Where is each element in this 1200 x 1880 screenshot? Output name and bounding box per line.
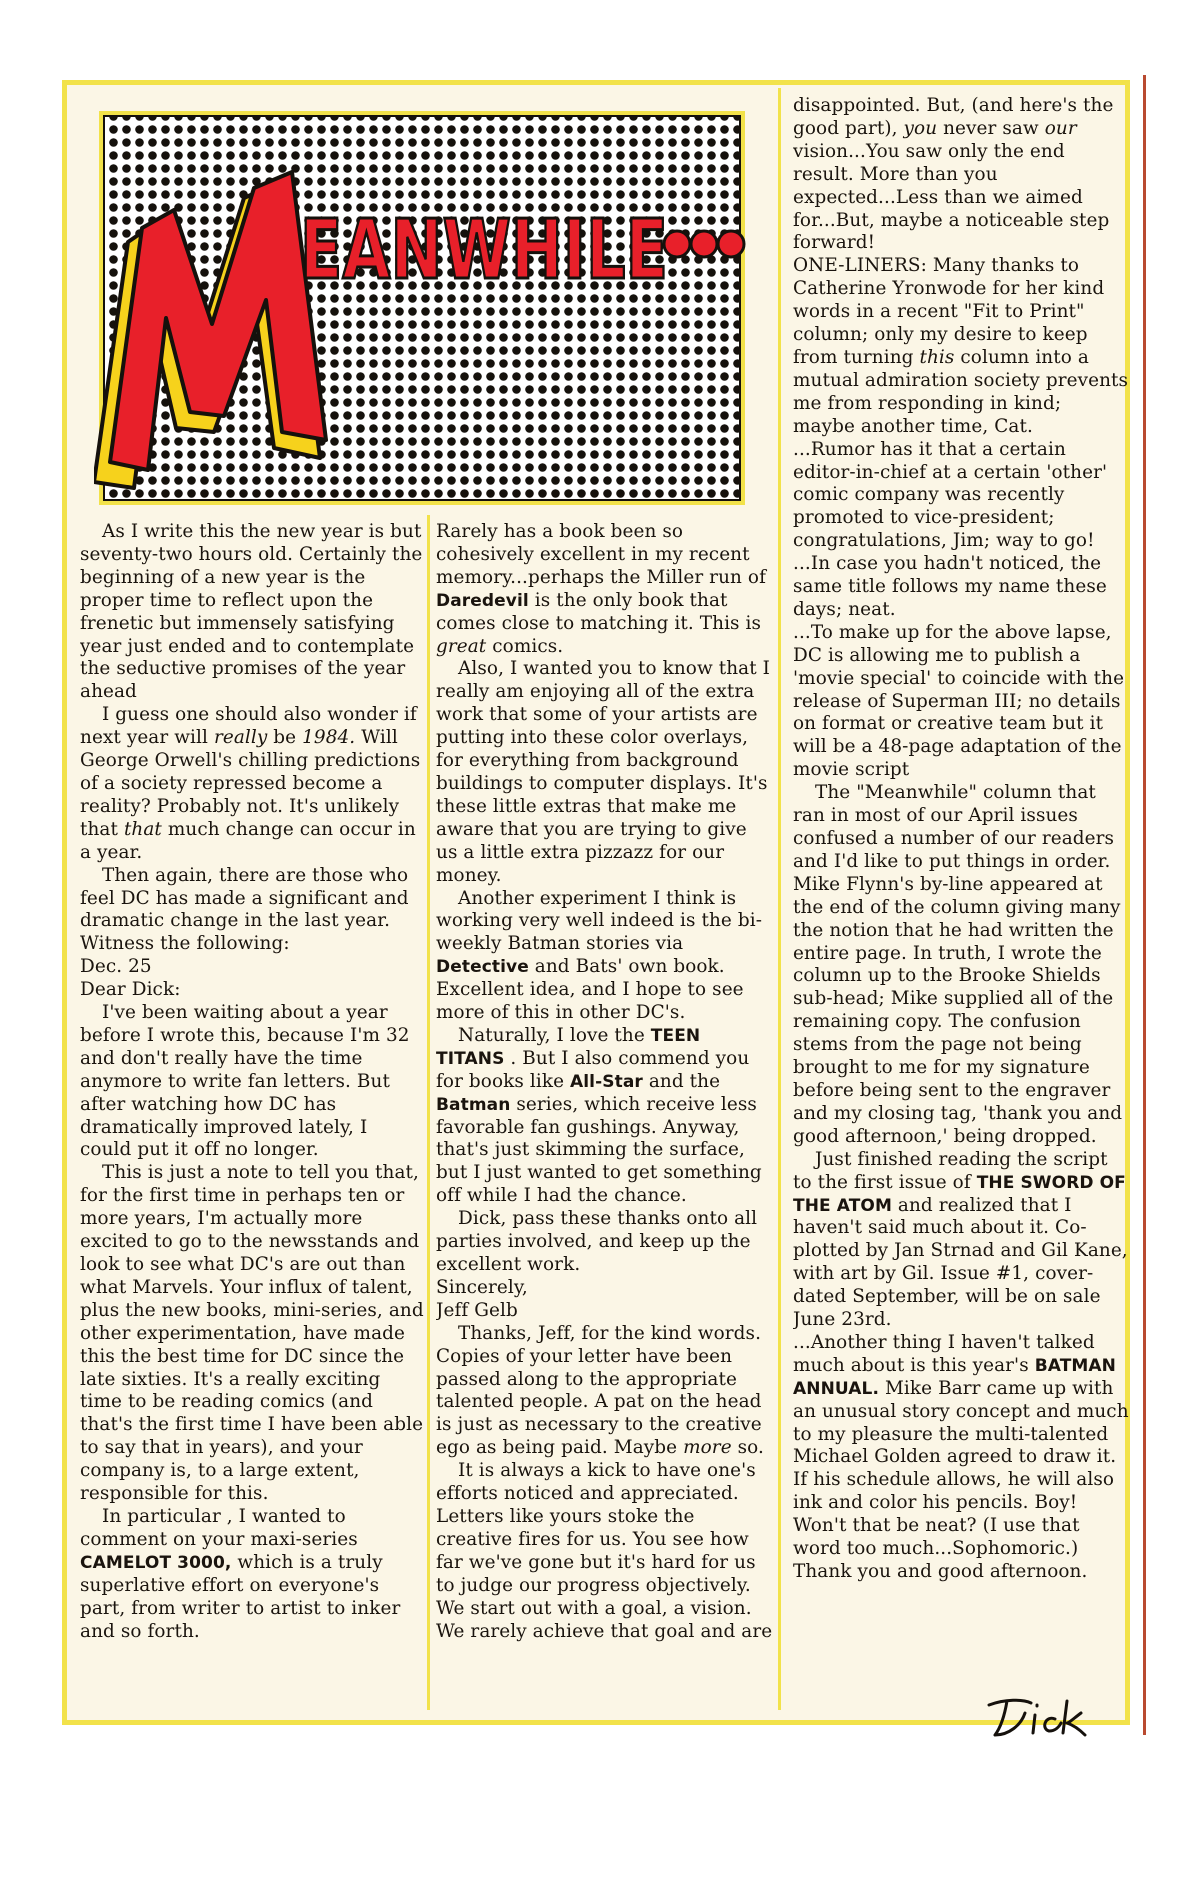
meanwhile-logo [94, 110, 752, 508]
paragraph: disappointed. But, (and here's the good part), you never saw our vision...You saw only the end result. More than you expected...Less than we aimed for...But, maybe a noticeable step forward! [793, 95, 1114, 254]
paragraph: Also, I wanted you to know that I really am enjoying all of the extra work that some of your artists are putting into these color overlays, for everything from background buildings to computer displays. It's these little extras that make me aware that you are trying to give us a little extra pizzazz for our money. [436, 658, 771, 886]
logo-dot [718, 231, 744, 257]
column-1 [80, 521, 424, 1711]
letter-signer: Jeff Gelb [436, 1299, 518, 1321]
paragraph: Naturally, I love the TEEN TITANS . But I also commend you for books like All-Star and the Batman series, which receive less favorable fan gushings. Anyway, that's just skimming the surface, but I just wanted to get something off while I had the chance. [436, 1024, 762, 1207]
paragraph: Dick, pass these thanks onto all parties involved, and keep up the excellent work. [436, 1208, 758, 1275]
paragraph: I guess one should also wonder if next year will really be 1984. Will George Orwell's chilling predictions of a society repressed become a reality? Probably not. It's unlikely that that much change can occur in a year. [80, 704, 421, 863]
column-2 [436, 521, 774, 1711]
paragraph: This is just a note to tell you that, for the first time in perhaps ten or more years, I'm actually more excited to go to the newsstands and look to see what DC's are out than what Marvels. Your influx of talent, plus the new books, mini-series, and other experimentation, have made this the best time for DC since the late sixties. It's a really exciting time to be reading comics (and that's the first time I have been able to say that in years), and your company is, to a large extent, responsible for this. [80, 1162, 424, 1505]
column-3 [793, 95, 1129, 1715]
paragraph: The "Meanwhile" column that ran in most of our April issues confused a number of our readers and I'd like to put things in order. Mike Flynn's by-line appeared at the end of the column giving many the notion that he had written the entire page. In truth, I wrote the column up to the Brooke Shields sub-head; Mike supplied all of the remaining copy. The confusion stems from the page not being brought to me for my signature before being sent to the engraver and my closing tag, 'thank you and good afternoon,' being dropped. [793, 782, 1123, 1147]
dick-signature [985, 1693, 1095, 1739]
logo-dot [691, 231, 717, 257]
letter-salutation: Dear Dick: [80, 979, 181, 1001]
paragraph: Another experiment I think is working very well indeed is the bi-weekly Batman stories via Detective and Bats' own book. Excellent idea, and I hope to see more of this in other DC's. [436, 887, 763, 1024]
paragraph: Just finished reading the script to the first issue of THE SWORD OF THE ATOM and realized that I haven't said much about it. Co-plotted by Jan Strnad and Gil Kane, with art by Gil. Issue #1, cover-dated September, will be on sale June 23rd. [793, 1148, 1128, 1331]
page-edge-rule [1143, 75, 1146, 1735]
column-divider [427, 515, 430, 1710]
paragraph: It is always a kick to have one's efforts noticed and appreciated. Letters like yours stoke the creative fires for us. You see how far we've gone but it's hard for us to judge our progress objectively. We start out with a goal, a vision. We rarely achieve that goal and are [436, 1460, 773, 1642]
paragraph: In particular , I wanted to comment on your maxi-series CAMELOT 3000, which is a truly superlative effort on everyone's part, from writer to artist to inker and so forth. [80, 1505, 401, 1642]
paragraph: Then again, there are those who feel DC has made a significant and dramatic change in the last year. Witness the following: [80, 864, 409, 955]
letter-closing: Sincerely, [436, 1276, 528, 1298]
logo-lettering: EANWHILE [300, 203, 668, 298]
paragraph: ...To make up for the above lapse, DC is allowing me to publish a 'movie special' to coincide with the release of Superman III; no details on format or creative team but it will be a 48-page adaptation of the movie script [793, 621, 1125, 781]
paragraph: ...In case you hadn't noticed, the same title follows my name these days; neat. [793, 553, 1107, 620]
letter-date: Dec. 25 [80, 956, 152, 978]
paragraph: ...Rumor has it that a certain editor-in-chief at a certain 'other' comic company was recently promoted to vice-president; congratulations, Jim; way to go! [793, 438, 1108, 552]
paragraph: As I write this the new year is but seventy-two hours old. Certainly the beginning of a new year is the proper time to reflect upon the frenetic but immensely satisfying year just ended and to contemplate the seductive promises of the year ahead [80, 521, 423, 703]
paragraph: ...Another thing I haven't talked much about is this year's BATMAN ANNUAL. Mike Barr came up with an unusual story concept and much to my pleasure the multi-talented Michael Golden agreed to draw it. If his schedule allows, he will also ink and color his pencils. Boy! Won't that be neat? (I use that word too much...Sophomoric.) [793, 1331, 1129, 1560]
paragraph: Thanks, Jeff, for the kind words. Copies of your letter have been passed along to the appropriate talented people. A pat on the head is just as necessary to the creative ego as being paid. Maybe more so. [436, 1322, 764, 1459]
paragraph: ONE-LINERS: Many thanks to Catherine Yronwode for her kind words in a recent "Fit to Print" column; only my desire to keep from turning this column into a mutual admiration society prevents me from responding in kind; maybe another time, Cat. [793, 255, 1129, 437]
paragraph: Rarely has a book been so cohesively excellent in my recent memory...perhaps the Miller run of Daredevil is the only book that comes close to matching it. This is great comics. [436, 521, 766, 657]
column-divider [778, 88, 781, 1710]
sign-off: Thank you and good afternoon. [793, 1561, 1088, 1582]
paragraph: I've been waiting about a year before I wrote this, because I'm 32 and don't really have the time anymore to write fan letters. But after watching how DC has dramatically improved lately, I could put it off no longer. [80, 1002, 410, 1161]
